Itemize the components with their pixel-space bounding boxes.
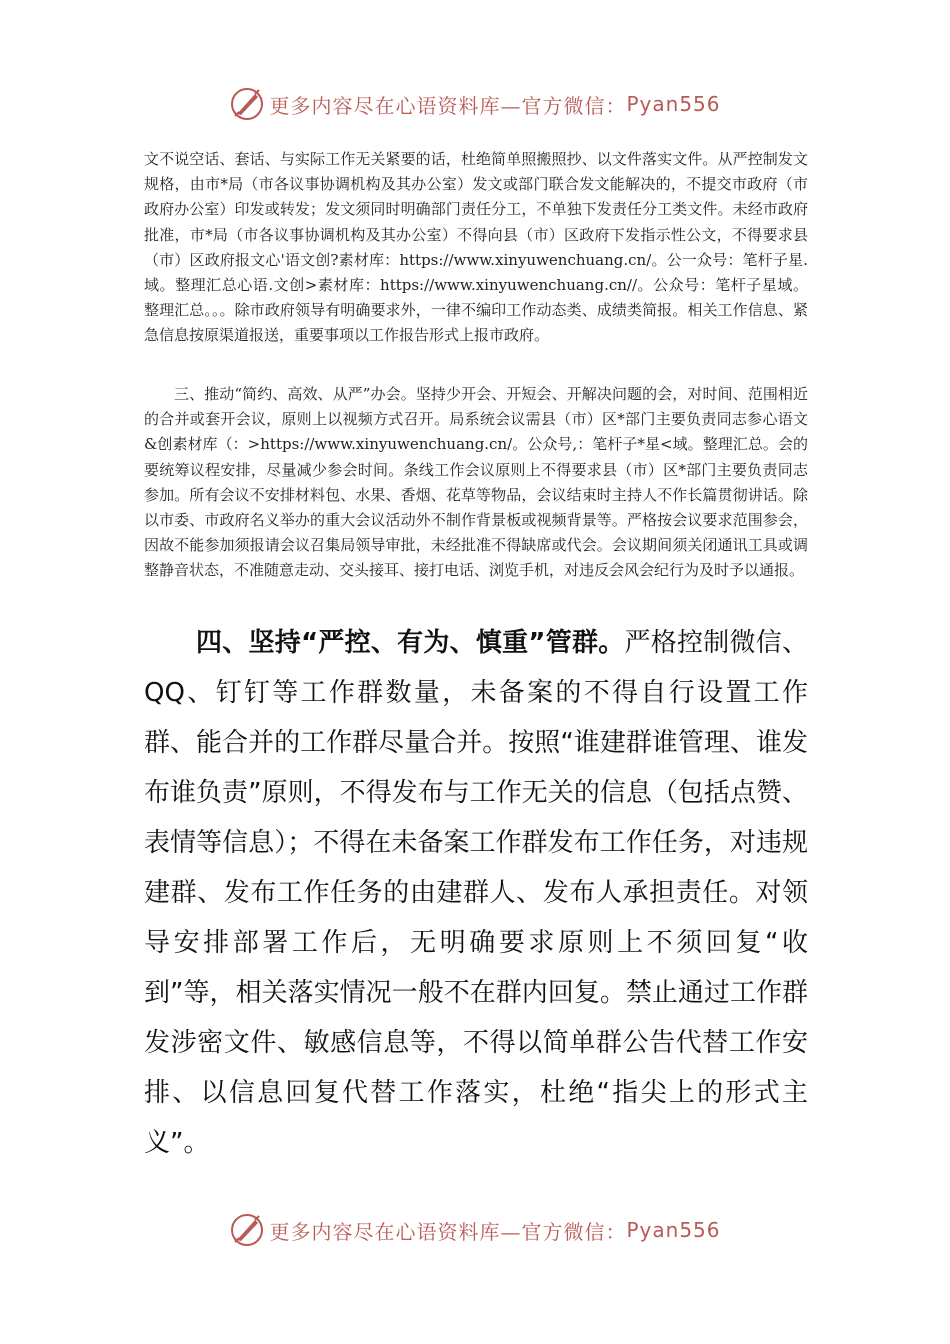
quill-pen-logo-icon — [229, 86, 265, 122]
section-body: 严格控制微信、QQ、钉钉等工作群数量，未备案的不得自行设置工作群、能合并的工作群尽量合并。按照“谁建群谁管理、谁发布谁负责”原则，不得发布与工作无关的信息（包括点赞、表情等信息）；不得在未备案工作群发布工作任务，对违规建群、发布工作任务的由建群人、发布人承担责任。对领导安排部署工作后，无明确要求原则上不须回复“收到”等，相关落实情况一般不在群内回复。禁止通过工作群发涉密文件、敏感信息等，不得以简单群公告代替工作安排、以信息回复代替工作落实，杜绝“指尖上的形式主义”。 — [144, 628, 808, 1158]
quill-pen-logo-icon — [229, 1212, 265, 1248]
banner-wechat-id: Pyan556 — [626, 1218, 721, 1242]
banner-wechat-id: Pyan556 — [626, 92, 721, 116]
banner-text: 更多内容尽在心语资料库—官方微信： — [269, 1219, 627, 1244]
paragraph-work-groups — [144, 618, 808, 1168]
footer-banner — [0, 1210, 950, 1250]
header-banner — [0, 84, 950, 124]
section-heading: 四、坚持“严控、有为、慎重”管群。 — [196, 628, 625, 658]
banner-text: 更多内容尽在心语资料库—官方微信： — [269, 93, 627, 118]
paragraph-continued: 文不说空话、套话、与实际工作无关紧要的话，杜绝简单照搬照抄、以文件落实文件。从严控制发文规格，由市*局（市各议事协调机构及其办公室）发文或部门联合发文能解决的，不提交市政府（市政府办公室）印发或转发；发文须同时明确部门责任分工，不单独下发责任分工类文件。未经市政府批准，市*局（市各议事协调机构及其办公室）不得向县（市）区政府下发指示性公文，不得要求县（市）区政府报文心'语文创?素材库：https://www.xinyuwenchuang.cn/。公一众号：笔杆子星.域。整理汇总心语.文创>素材库：https://www.xinyuwenchuang.cn//。公众号：笔杆子星域。整理汇总。。。除市政府领导有明确要求外，一律不编印工作动态类、成绩类简报。相关工作信息、紧急信息按原渠道报送，重要事项以工作报告形式上报市政府。 — [144, 150, 808, 345]
paragraph-meetings: 三、推动“简约、高效、从严”办会。坚持少开会、开短会、开解决问题的会，对时间、范围相近的合并或套开会议，原则上以视频方式召开。局系统会议需县（市）区*部门主要负责同志参心语文&创素材库（：>https://www.xinyuwenchuang.cn/。公众号,：笔杆子*星<域。整理汇总。会的要统筹议程安排，尽量减少参会时间。条线工作会议原则上不得要求县（市）区*部门主要负责同志参加。所有会议不安排材料包、水果、香烟、花草等物品，会议结束时主持人不作长篇贯彻讲话。除以市委、市政府名义举办的重大会议活动外不制作背景板或视频背景等。严格按会议要求范围参会，因故不能参加须报请会议召集局领导审批，未经批准不得缺席或代会。会议期间须关闭通讯工具或调整静音状态，不准随意走动、交头接耳、接打电话、浏览手机，对违反会风会纪行为及时予以通报。 — [144, 385, 808, 580]
